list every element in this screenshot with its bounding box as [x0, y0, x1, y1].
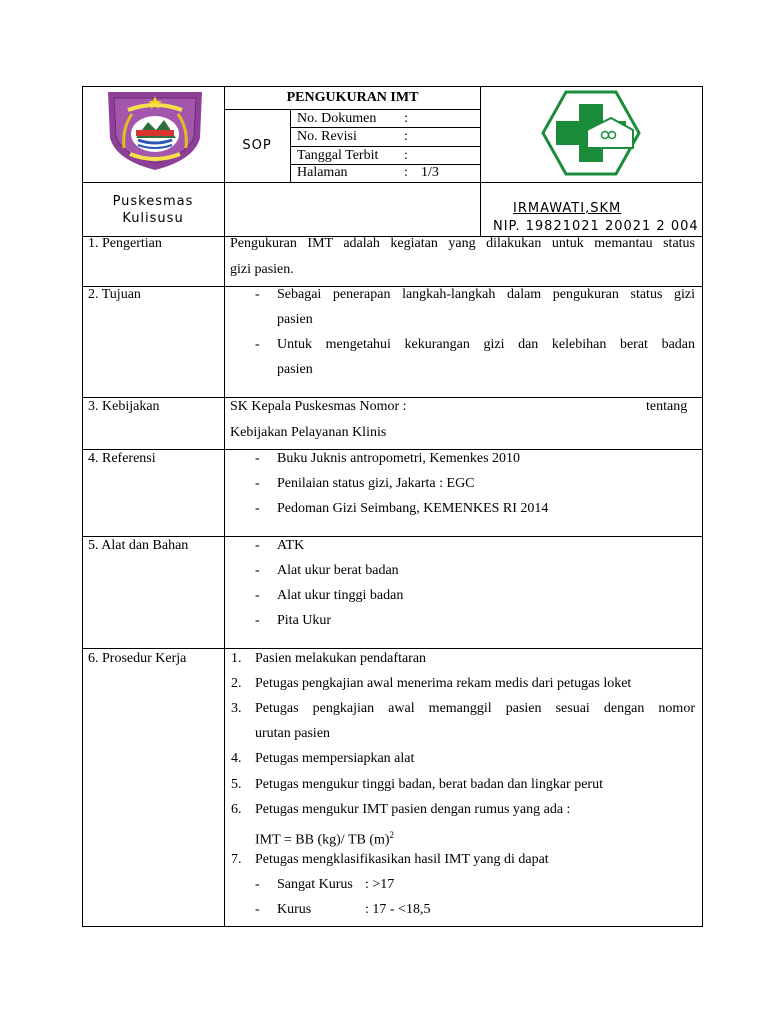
- doc-field-halaman-label: Halaman: [297, 165, 348, 180]
- step-text: Petugas mengukur IMT pasien dengan rumus yang ada :: [255, 802, 571, 817]
- step-text-continuation: urutan pasien: [255, 726, 331, 741]
- alat-item: Pita Ukur: [277, 613, 332, 628]
- doc-field-sep: :: [404, 111, 408, 126]
- referensi-item: Penilaian status gizi, Jakarta : EGC: [277, 476, 475, 491]
- bullet: -: [255, 588, 260, 603]
- step-text: Petugas pengkajian awal memanggil pasien sesuai dengan nomor: [255, 701, 695, 716]
- signer-nip: NIP. 19821021 20021 2 004: [493, 219, 699, 234]
- tujuan-item-line2: pasien: [277, 362, 313, 377]
- bullet: -: [255, 902, 260, 917]
- bullet: -: [255, 877, 260, 892]
- class-name: Kurus: [277, 902, 312, 917]
- doc-field-no-dokumen-label: No. Dokumen: [297, 111, 377, 126]
- signer-name: IRMAWATI,SKM: [513, 201, 622, 216]
- step-text: Petugas mempersiapkan alat: [255, 751, 415, 766]
- puskesmas-cross-icon: [541, 90, 641, 176]
- bullet: -: [255, 538, 260, 553]
- alat-item: ATK: [277, 538, 305, 553]
- step-text: Petugas pengkajian awal menerima rekam medis dari petugas loket: [255, 676, 632, 691]
- class-value: : 17 - <18,5: [365, 902, 431, 917]
- doc-field-sep: :: [404, 165, 408, 180]
- alat-item: Alat ukur tinggi badan: [277, 588, 404, 603]
- section-label-alat: 5. Alat dan Bahan: [88, 538, 189, 553]
- tujuan-item-line1: Sebagai penerapan langkah-langkah dalam pengukuran status gizi: [277, 287, 695, 302]
- section-label-prosedur: 6. Prosedur Kerja: [88, 651, 187, 666]
- step-number: 2.: [231, 676, 242, 691]
- tujuan-item-line1: Untuk mengetahui kekurangan gizi dan kelebihan berat badan: [277, 337, 695, 352]
- org-name-line1: Puskesmas: [112, 194, 194, 209]
- doc-field-tanggal-terbit-label: Tanggal Terbit: [297, 148, 379, 163]
- referensi-item: Pedoman Gizi Seimbang, KEMENKES RI 2014: [277, 501, 549, 516]
- step-text: Pasien melakukan pendaftaran: [255, 651, 427, 666]
- imt-formula-exponent: 2: [389, 830, 395, 840]
- class-name: Sangat Kurus: [277, 877, 353, 892]
- bullet: -: [255, 613, 260, 628]
- step-number: 4.: [231, 751, 242, 766]
- section-label-tujuan: 2. Tujuan: [88, 287, 141, 302]
- section-label-kebijakan: 3. Kebijakan: [88, 399, 160, 414]
- bullet: -: [255, 563, 260, 578]
- kebijakan-line2: Kebijakan Pelayanan Klinis: [230, 425, 387, 440]
- org-name-line2: Kulisusu: [122, 211, 184, 226]
- step-text: Petugas mengklasifikasikan hasil IMT yang di dapat: [255, 852, 549, 867]
- step-number: 5.: [231, 777, 242, 792]
- bullet: -: [255, 451, 260, 466]
- doc-field-halaman-value: 1/3: [421, 165, 439, 180]
- step-number: 7.: [231, 852, 242, 867]
- imt-formula: [255, 827, 394, 849]
- kebijakan-line1-right: tentang: [646, 399, 688, 414]
- class-value: : >17: [365, 877, 395, 892]
- bullet: -: [255, 501, 260, 516]
- section-label-pengertian: 1. Pengertian: [88, 236, 162, 251]
- bullet: -: [255, 337, 260, 352]
- tujuan-item-line2: pasien: [277, 312, 313, 327]
- step-number: 6.: [231, 802, 242, 817]
- step-number: 1.: [231, 651, 242, 666]
- pengertian-text-line2: gizi pasien.: [230, 262, 294, 277]
- kebijakan-line1-left: SK Kepala Puskesmas Nomor :: [230, 399, 407, 414]
- bullet: -: [255, 476, 260, 491]
- doc-field-no-revisi-label: No. Revisi: [297, 129, 357, 144]
- section-label-referensi: 4. Referensi: [88, 451, 156, 466]
- document-title: PENGUKURAN IMT: [286, 90, 419, 105]
- sop-label: SOP: [242, 138, 272, 153]
- step-number: 3.: [231, 701, 242, 716]
- doc-field-sep: :: [404, 148, 408, 163]
- step-text: Petugas mengukur tinggi badan, berat badan dan lingkar perut: [255, 777, 603, 792]
- pengertian-text-line1: Pengukuran IMT adalah kegiatan yang dilakukan untuk memantau status: [230, 236, 695, 251]
- imt-formula-text: IMT = BB (kg)/ TB (m): [255, 832, 390, 848]
- doc-field-sep: :: [404, 129, 408, 144]
- bullet: -: [255, 287, 260, 302]
- regency-emblem-icon: [104, 88, 206, 172]
- alat-item: Alat ukur berat badan: [277, 563, 399, 578]
- referensi-item: Buku Juknis antropometri, Kemenkes 2010: [277, 451, 521, 466]
